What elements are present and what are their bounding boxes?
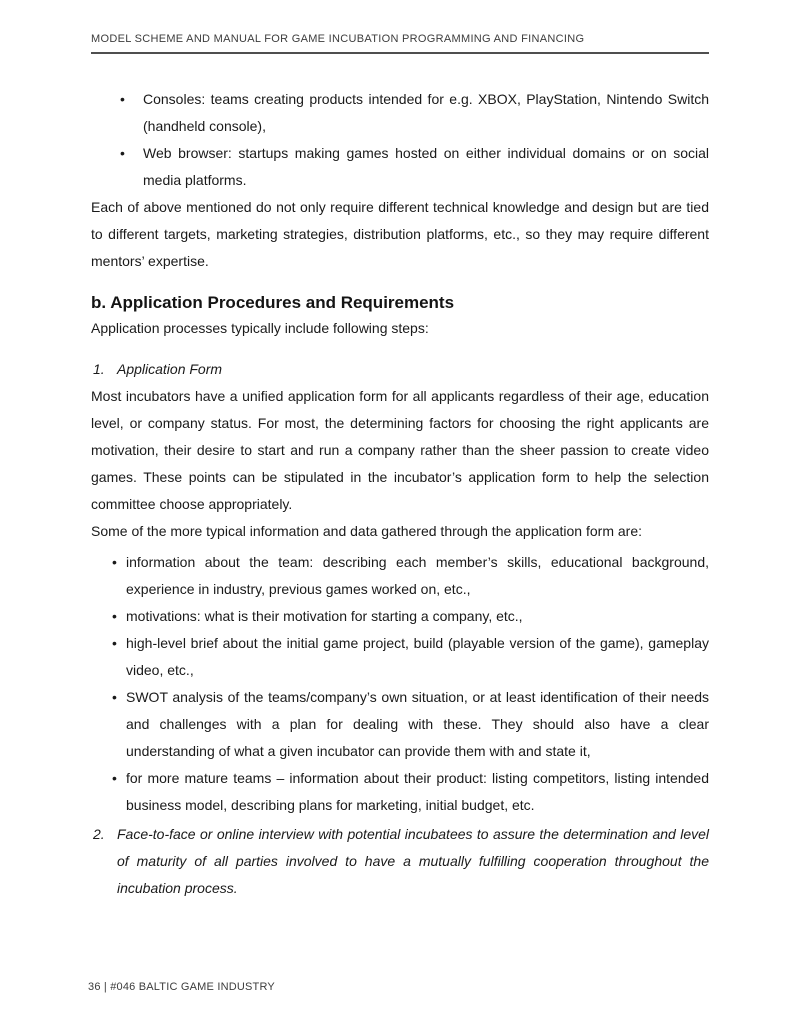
bullet-icon: [112, 684, 126, 765]
step-text: Face-to-face or online interview with potential incubatees to assure the determination and level of maturity of all parties involved to have a mutually fulfilling cooperation throughout the incubation process.: [117, 826, 709, 896]
list-item: [91, 765, 709, 819]
bullet-icon: [112, 630, 126, 684]
page-footer: [88, 981, 275, 994]
step-number: 2.: [93, 826, 105, 842]
step-title: Application Form: [117, 361, 223, 377]
list-item-text: SWOT analysis of the teams/company’s own situation, or at least identification of their needs and challenges with a plan for dealing with these. They should also have a clear understanding of what a given incubator can provide them with and state it,: [126, 689, 709, 759]
platform-bullet-list: [91, 86, 709, 194]
list-item-text: motivations: what is their motivation for starting a company, etc.,: [126, 608, 523, 624]
paragraph-application-form: Most incubators have a unified application form for all applicants regardless of their age, education level, or company status. For most, the determining factors for choosing the right applicants are motivation, their desire to start and run a company rather than the sheer passion to create video games. These points can be stipulated in the incubator’s application form to help the selection committee choose appropriately.: [91, 388, 709, 512]
bullet-icon: [112, 603, 126, 630]
list-item-text: for more mature teams – information about their product: listing competitors, listing intended business model, describing plans for marketing, initial budget, etc.: [126, 770, 709, 813]
section-heading: b. Application Procedures and Requirements: [91, 293, 455, 312]
bullet-icon: [112, 765, 126, 819]
step-number: 1.: [93, 361, 105, 377]
footer-text: 36 | #046 BALTIC GAME INDUSTRY: [88, 981, 275, 993]
bullet-icon: [112, 549, 126, 603]
list-item-text: high-level brief about the initial game project, build (playable version of the game), gameplay video, etc.,: [126, 635, 709, 678]
list-item: [91, 603, 709, 630]
section-intro: Application processes typically include following steps:: [91, 320, 429, 336]
step-2-item: [91, 821, 709, 902]
paragraph-form-data-intro: Some of the more typical information and data gathered through the application form are:: [91, 523, 642, 539]
bullet-icon: [120, 86, 143, 140]
list-item-text: information about the team: describing each member’s skills, educational background, experience in industry, previous games worked on, etc.,: [126, 554, 709, 597]
list-item: [91, 549, 709, 603]
list-item: [91, 140, 709, 194]
running-header-title: MODEL SCHEME AND MANUAL FOR GAME INCUBATION PROGRAMMING AND FINANCING: [91, 33, 585, 45]
paragraph-platforms-note: Each of above mentioned do not only require different technical knowledge and design but are tied to different targets, marketing strategies, distribution platforms, etc., so they may require different mentors’ expertise.: [91, 199, 709, 269]
page-content: [91, 0, 709, 902]
application-bullet-list: [91, 549, 709, 819]
list-item: [91, 86, 709, 140]
step-1-item: [91, 356, 709, 383]
list-item: [91, 630, 709, 684]
bullet-icon: [120, 140, 143, 194]
list-item: [91, 684, 709, 765]
list-item-text: Consoles: teams creating products intended for e.g. XBOX, PlayStation, Nintendo Switch (handheld console),: [143, 91, 709, 134]
list-item-text: Web browser: startups making games hosted on either individual domains or on social media platforms.: [143, 145, 709, 188]
